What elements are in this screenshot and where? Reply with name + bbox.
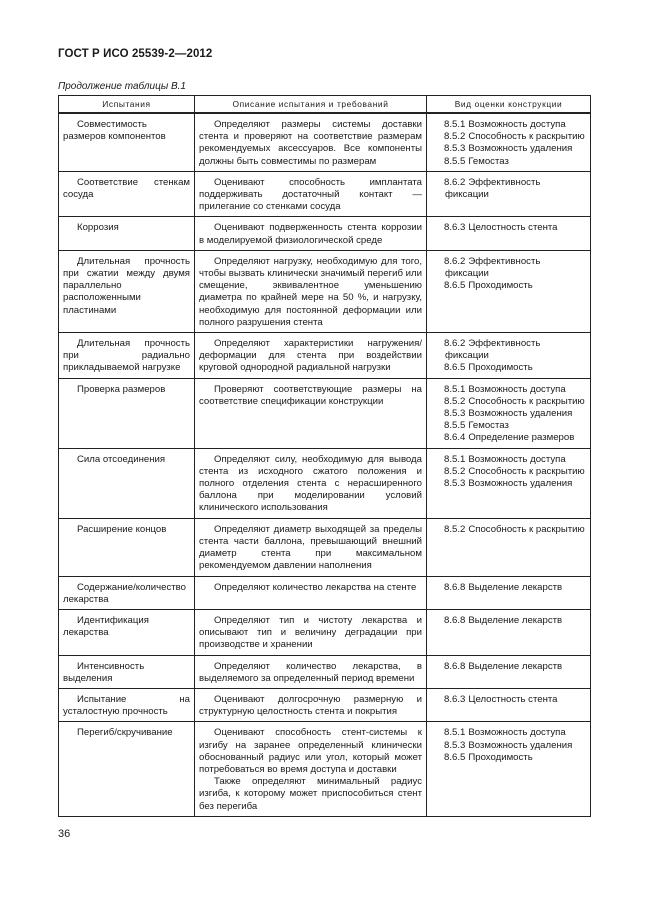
description-cell <box>195 250 427 332</box>
evaluation-item <box>430 362 586 374</box>
evaluation-item <box>430 420 586 432</box>
clause-title: Способность к раскрытию <box>468 131 585 143</box>
evaluation-cell <box>427 448 591 518</box>
test-name-cell <box>59 609 195 655</box>
table-row <box>59 722 591 816</box>
clause-number: 8.5.3 <box>444 143 466 155</box>
clause-number: 8.6.5 <box>444 280 466 292</box>
evaluation-cell <box>427 688 591 721</box>
test-name-cell <box>59 250 195 332</box>
clause-number: 8.5.2 <box>444 523 466 535</box>
evaluation-item <box>430 466 586 478</box>
test-name-cell <box>59 217 195 250</box>
test-name-cell <box>59 378 195 448</box>
clause-title: Эффективность фиксации <box>445 255 541 280</box>
clause-title: Способность к раскрытию <box>468 465 585 477</box>
test-name: Интенсивность выделения <box>63 660 145 684</box>
evaluation-item <box>430 143 586 155</box>
table-body <box>59 113 591 816</box>
clause-number: 8.5.2 <box>444 465 466 477</box>
clause-number: 8.6.8 <box>444 660 466 672</box>
evaluation-cell <box>427 609 591 655</box>
evaluation-cell <box>427 113 591 171</box>
description-cell <box>195 722 427 816</box>
evaluation-cell <box>427 217 591 250</box>
clause-title: Эффективность фиксации <box>445 338 541 362</box>
clause-number: 8.6.8 <box>444 614 466 626</box>
evaluation-item <box>430 524 586 536</box>
evaluation-item <box>430 752 586 764</box>
table-row <box>59 171 591 217</box>
table-caption: Продолжение таблицы В.1 <box>58 81 186 92</box>
description-cell <box>195 217 427 250</box>
clause-title: Определение размеров <box>468 432 575 444</box>
description-paragraph: Определяют силу, необходимую для вывода стента из исходного сжатого положения и полного отделения стента с нерасширенного баллона при моделировании условий клинического использования <box>199 453 422 514</box>
test-name-cell <box>59 576 195 609</box>
clause-title: Возможность удаления <box>468 408 573 420</box>
clause-title: Проходимость <box>468 362 533 374</box>
test-name: Коррозия <box>77 222 119 234</box>
table-row <box>59 655 591 688</box>
description-cell <box>195 609 427 655</box>
test-name-cell <box>59 113 195 171</box>
evaluation-cell <box>427 250 591 332</box>
description-cell <box>195 688 427 721</box>
clause-title: Возможность удаления <box>468 739 573 751</box>
clause-title: Возможность удаления <box>468 143 573 155</box>
test-name-cell <box>59 333 195 379</box>
evaluation-item <box>430 727 586 739</box>
clause-title: Возможность доступа <box>468 383 566 395</box>
column-header-description: Описание испытания и требований <box>195 96 427 114</box>
test-name: Совместимость размеров компонентов <box>63 119 166 143</box>
evaluation-item <box>430 478 586 490</box>
evaluation-item <box>430 408 586 420</box>
description-paragraph: Определяют количество лекарства, в выделяемого за определенный период времени <box>199 660 422 684</box>
test-name: Перегиб/скручивание <box>77 727 173 739</box>
clause-number: 8.5.3 <box>444 739 466 751</box>
clause-title: Эффективность фиксации <box>445 176 541 201</box>
description-cell <box>195 113 427 171</box>
evaluation-item <box>430 661 586 673</box>
description-cell <box>195 448 427 518</box>
column-header-tests: Испытания <box>59 96 195 114</box>
evaluation-item <box>430 156 586 168</box>
clause-number: 8.5.3 <box>444 408 466 420</box>
test-name-cell <box>59 518 195 576</box>
evaluation-cell <box>427 171 591 217</box>
evaluation-cell <box>427 378 591 448</box>
clause-number: 8.5.5 <box>444 420 466 432</box>
description-paragraph: Определяют размеры системы доставки стента и проверяют на соответствие размерам рекомендуемых аксессуаров. Все компоненты должны быть совместимы по размерам <box>199 119 422 167</box>
clause-title: Целостность стента <box>468 693 558 705</box>
evaluation-item <box>430 177 586 201</box>
clause-title: Гемостаз <box>468 420 509 432</box>
table-row <box>59 250 591 332</box>
clause-number: 8.5.1 <box>444 727 466 739</box>
evaluation-item <box>430 694 586 706</box>
clause-number: 8.6.3 <box>444 222 466 234</box>
clause-title: Выделение лекарств <box>468 581 563 593</box>
description-paragraph: Также определяют минимальный радиус изгиба, к которому может приспособиться стент без перегиба <box>199 776 422 812</box>
evaluation-item <box>430 432 586 444</box>
clause-number: 8.5.3 <box>444 478 466 490</box>
evaluation-item <box>430 615 586 627</box>
clause-number: 8.6.2 <box>444 176 466 188</box>
clause-number: 8.5.1 <box>444 453 466 465</box>
document-header: ГОСТ Р ИСО 25539-2—2012 <box>58 48 213 60</box>
description-paragraph: Определяют нагрузку, необходимую для того, чтобы вызвать клинически значимый перегиб или смещение, эквивалентное уменьшению диаметра по крайней мере на 50 %, и нагрузку, необходимую для постоянной деформации или полного разрушения стента <box>199 255 422 328</box>
clause-title: Выделение лекарств <box>468 660 563 672</box>
evaluation-item <box>430 396 586 408</box>
clause-number: 8.6.8 <box>444 581 466 593</box>
description-cell <box>195 576 427 609</box>
test-name: Проверка размеров <box>77 383 166 395</box>
test-name-cell <box>59 448 195 518</box>
evaluation-item <box>430 454 586 466</box>
test-name-cell <box>59 655 195 688</box>
description-cell <box>195 171 427 217</box>
clause-number: 8.6.3 <box>444 693 466 705</box>
test-name: Длительная прочность при сжатии между двумя параллельно расположенными пластинами <box>63 255 190 316</box>
test-name: Содержание/количество лекарства <box>63 581 186 605</box>
clause-number: 8.6.4 <box>444 432 466 444</box>
clause-number: 8.6.5 <box>444 751 466 763</box>
description-paragraph: Оценивают способность стент-системы к изгибу на заранее определенный клинически обоснованный радиус или угол, который может потребоваться во время доступа и доставки <box>199 727 422 775</box>
evaluation-item <box>430 740 586 752</box>
description-cell <box>195 655 427 688</box>
clause-title: Способность к раскрытию <box>468 523 585 535</box>
description-cell <box>195 518 427 576</box>
clause-number: 8.6.5 <box>444 362 466 374</box>
table-row <box>59 378 591 448</box>
evaluation-item <box>430 338 586 362</box>
evaluation-item <box>430 131 586 143</box>
evaluation-item <box>430 582 586 594</box>
table-row <box>59 113 591 171</box>
table-row <box>59 609 591 655</box>
requirements-table <box>58 95 591 817</box>
clause-title: Выделение лекарств <box>468 614 563 626</box>
test-name: Сила отсоединения <box>77 453 166 465</box>
test-name: Испытание на усталостную прочность <box>63 693 190 718</box>
test-name-cell <box>59 722 195 816</box>
clause-title: Проходимость <box>468 280 533 292</box>
evaluation-cell <box>427 576 591 609</box>
description-paragraph: Определяют количество лекарства на стенте <box>214 581 417 593</box>
clause-title: Проходимость <box>468 751 533 763</box>
evaluation-cell <box>427 655 591 688</box>
clause-title: Возможность удаления <box>468 478 573 490</box>
clause-number: 8.5.1 <box>444 119 466 130</box>
evaluation-item <box>430 256 586 280</box>
description-paragraph: Оценивают долгосрочную размерную и структурную целостность стента и покрытия <box>199 693 422 718</box>
clause-title: Возможность доступа <box>468 453 566 465</box>
description-paragraph: Определяют характеристики нагружения/деформации для стента при воздействии круговой однородной радиальной нагрузки <box>199 338 422 374</box>
evaluation-cell <box>427 722 591 816</box>
test-name: Соответствие стенкам сосуда <box>63 176 190 201</box>
table-row <box>59 217 591 250</box>
clause-number: 8.5.5 <box>444 155 466 167</box>
clause-title: Возможность доступа <box>468 119 566 130</box>
evaluation-item <box>430 384 586 396</box>
page-number: 36 <box>58 828 71 840</box>
clause-title: Способность к раскрытию <box>468 395 585 407</box>
clause-number: 8.5.2 <box>444 131 466 143</box>
clause-number: 8.6.2 <box>444 338 466 350</box>
table-row <box>59 518 591 576</box>
table-row <box>59 576 591 609</box>
test-name-cell <box>59 688 195 721</box>
clause-number: 8.6.2 <box>444 255 466 267</box>
evaluation-cell <box>427 333 591 379</box>
evaluation-item <box>430 280 586 292</box>
table-row <box>59 333 591 379</box>
clause-number: 8.5.1 <box>444 383 466 395</box>
column-header-evaluation: Вид оценки конструкции <box>427 96 591 114</box>
table-header-row <box>59 96 591 114</box>
table-row <box>59 448 591 518</box>
clause-title: Целостность стента <box>468 222 558 234</box>
clause-number: 8.5.2 <box>444 395 466 407</box>
description-paragraph: Оценивают подверженность стента коррозии в моделируемой физиологической среде <box>199 222 422 246</box>
evaluation-cell <box>427 518 591 576</box>
description-paragraph: Определяют тип и чистоту лекарства и описывают тип и величину деградации при производстве и хранении <box>199 614 422 651</box>
clause-title: Возможность доступа <box>468 727 566 739</box>
description-cell <box>195 378 427 448</box>
description-paragraph: Оценивают способность имплантата поддерживать достаточный контакт — прилегание со стенками сосуда <box>199 176 422 213</box>
test-name-cell <box>59 171 195 217</box>
table-row <box>59 688 591 721</box>
description-paragraph: Определяют диаметр выходящей за пределы стента части баллона, превышающий внешний диаметр стента при максимальном рекомендуемом давлении наполнения <box>199 523 422 572</box>
description-paragraph: Проверяют соответствующие размеры на соответствие спецификации конструкции <box>199 383 422 407</box>
clause-title: Гемостаз <box>468 155 509 167</box>
test-name: Длительная прочность при радиально прикладываемой нагрузке <box>63 338 190 374</box>
evaluation-item <box>430 119 586 131</box>
test-name: Идентификация лекарства <box>63 614 149 639</box>
description-cell <box>195 333 427 379</box>
test-name: Расширение концов <box>77 523 167 535</box>
evaluation-item <box>430 222 586 234</box>
